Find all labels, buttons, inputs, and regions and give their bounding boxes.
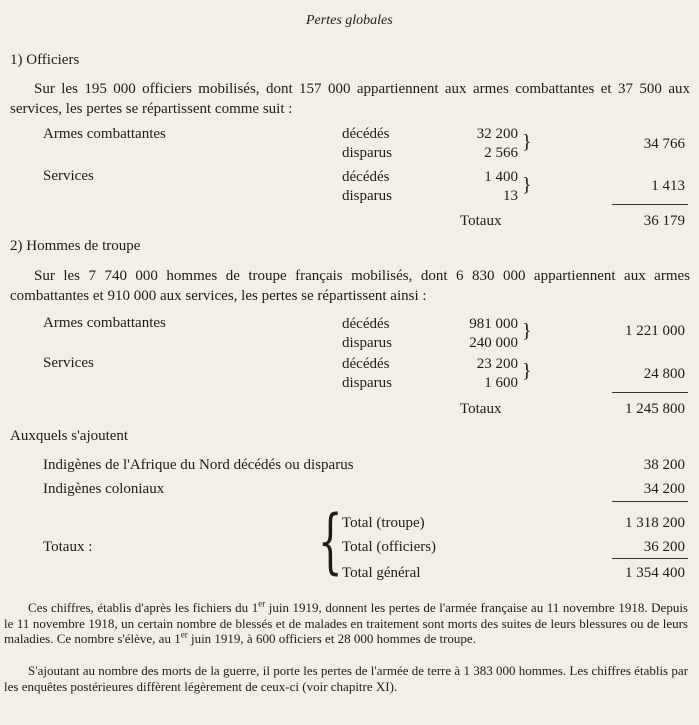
troupe-row-decedes-value: 23 200 — [476, 356, 518, 372]
troupe-row-disparus-value: 1 600 — [484, 375, 518, 391]
summary-row-value: 36 200 — [643, 539, 685, 555]
troupe-row-decedes-label: décédés — [342, 356, 390, 372]
additions-item-label: Indigènes de l'Afrique du Nord décédés ou disparus — [43, 457, 354, 473]
officiers-row-disparus-label: disparus — [342, 188, 392, 204]
officiers-row-disparus-value: 13 — [503, 188, 518, 204]
officiers-row-label: Armes combattantes — [43, 126, 166, 142]
officiers-row-disparus-label: disparus — [342, 145, 392, 161]
officiers-row-disparus-value: 2 566 — [484, 145, 518, 161]
troupe-totaux-value: 1 245 800 — [625, 401, 685, 417]
additions-heading: Auxquels s'ajoutent — [10, 428, 129, 444]
officiers-row-label: Services — [43, 168, 94, 184]
divider — [612, 392, 688, 393]
note-paragraph: Ces chiffres, établis d'après les fichiers du 1er juin 1919, donnent les pertes de l'armée française au 11 novembre 1918. Depuis le 11 novembre 1918, un certain nombre de blessés et de malades en traitement sont morts des suites de leurs blessures ou de leurs maladies. Ce nombre s'élève, au 1er juin 1919, à 600 officiers et 28 000 hommes de troupe. — [4, 598, 688, 647]
officiers-row-decedes-value: 32 200 — [476, 126, 518, 142]
troupe-row-decedes-label: décédés — [342, 316, 390, 332]
right-brace-icon: } — [522, 131, 532, 153]
officiers-row-decedes-label: décédés — [342, 169, 390, 185]
section-heading-troupe: 2) Hommes de troupe — [10, 238, 141, 254]
summary-row-label: Total (troupe) — [342, 515, 425, 531]
troupe-row-total: 1 221 000 — [625, 323, 685, 339]
officiers-totaux-label: Totaux — [460, 213, 502, 229]
additions-item-value: 34 200 — [643, 481, 685, 497]
summary-row-label: Total général — [342, 565, 421, 581]
left-brace-icon: { — [318, 500, 343, 582]
troupe-row-label: Armes combattantes — [43, 315, 166, 331]
summary-row-label: Total (officiers) — [342, 539, 437, 555]
officiers-row-total: 34 766 — [643, 136, 685, 152]
divider — [612, 204, 688, 205]
page-title: Pertes globales — [306, 13, 393, 28]
divider — [612, 558, 688, 559]
additions-item-label: Indigènes coloniaux — [43, 481, 165, 497]
troupe-row-disparus-value: 240 000 — [469, 335, 518, 351]
troupe-row-disparus-label: disparus — [342, 335, 392, 351]
troupe-row-total: 24 800 — [643, 366, 685, 382]
note-paragraph: S'ajoutant au nombre des morts de la guerre, il porte les pertes de l'armée de terre à 1 383 000 hommes. Les chiffres établis par les enquêtes postérieures diffèrent légèrement de ceux-ci (voir chapitre XI). — [4, 663, 688, 694]
right-brace-icon: } — [522, 174, 532, 196]
summary-label: Totaux : — [43, 539, 93, 555]
officiers-row-decedes-label: décédés — [342, 126, 390, 142]
right-brace-icon: } — [522, 360, 532, 382]
divider — [612, 501, 688, 502]
section-heading-officiers: 1) Officiers — [10, 52, 80, 68]
officiers-intro: Sur les 195 000 officiers mobilisés, dont 157 000 appartiennent aux armes combattantes et 37 500 aux services, les pertes se répartissent comme suit : — [10, 81, 690, 117]
officiers-row-decedes-value: 1 400 — [484, 169, 518, 185]
summary-row-value: 1 318 200 — [625, 515, 685, 531]
additions-item-value: 38 200 — [643, 457, 685, 473]
troupe-intro: Sur les 7 740 000 hommes de troupe français mobilisés, dont 6 830 000 appartiennent aux armes combattantes et 910 000 aux services, les pertes se répartissent ainsi : — [10, 268, 690, 304]
officiers-totaux-value: 36 179 — [643, 213, 685, 229]
troupe-row-decedes-value: 981 000 — [469, 316, 518, 332]
officiers-row-total: 1 413 — [651, 178, 685, 194]
troupe-totaux-label: Totaux — [460, 401, 502, 417]
troupe-row-label: Services — [43, 355, 94, 371]
troupe-row-disparus-label: disparus — [342, 375, 392, 391]
summary-row-value: 1 354 400 — [625, 565, 685, 581]
right-brace-icon: } — [522, 320, 532, 342]
